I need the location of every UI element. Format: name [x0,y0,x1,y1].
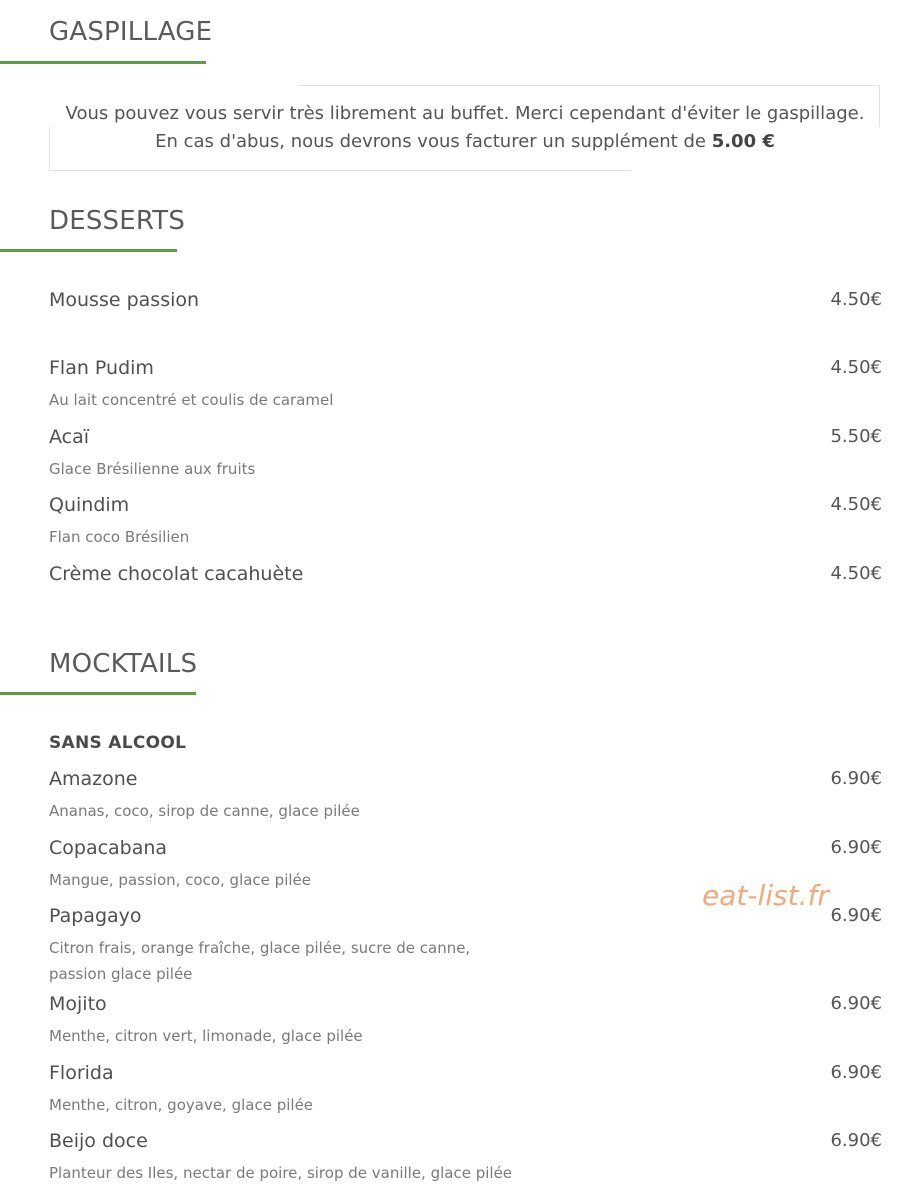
item-name: Florida [49,1062,114,1084]
waste-notice-message: Vous pouvez vous servir très librement au buffet. Merci cependant d'éviter le gaspillage. En cas d'abus, nous devrons vous facturer un supplément de [65,103,865,152]
item-name: Acaï [49,426,90,448]
section-underline [0,61,206,64]
section-title-gaspillage: GASPILLAGE [49,17,213,47]
item-description: Menthe, citron, goyave, glace pilée [49,1096,314,1114]
item-name: Mojito [49,993,107,1015]
item-price: 6.90€ [830,993,882,1014]
item-name: Crème chocolat cacahuète [49,563,304,585]
item-description: Mangue, passion, coco, glace pilée [49,871,311,889]
item-name: Quindim [49,494,130,516]
section-underline [0,249,177,252]
item-description: Au lait concentré et coulis de caramel [49,391,334,409]
item-price: 4.50€ [830,357,882,378]
item-description: Ananas, coco, sirop de canne, glace pilée [49,802,360,820]
item-description: Citron frais, orange fraîche, glace pilée, sucre de canne, passion glace pilée [49,939,471,983]
item-price: 6.90€ [830,837,882,858]
item-name: Papagayo [49,905,142,927]
item-price: 6.90€ [830,1130,882,1151]
item-description: Planteur des Iles, nectar de poire, sirop de vanille, glace pilée [49,1164,513,1182]
item-price: 6.90€ [830,905,882,926]
item-price: 6.90€ [830,1062,882,1083]
item-price: 5.50€ [830,426,882,447]
item-name: Mousse passion [49,289,200,311]
surcharge-amount: 5.00 € [711,131,775,152]
watermark: eat-list.fr [702,879,829,912]
item-name: Beijo doce [49,1130,148,1152]
item-description: Glace Brésilienne aux fruits [49,460,256,478]
subheading-sans-alcool: SANS ALCOOL [49,733,187,753]
item-price: 4.50€ [830,494,882,515]
item-description: Menthe, citron vert, limonade, glace pilée [49,1027,363,1045]
item-price: 4.50€ [830,289,882,310]
item-price: 6.90€ [830,768,882,789]
waste-notice-text [60,100,870,156]
section-title-desserts: DESSERTS [49,206,186,236]
section-underline [0,692,196,695]
item-name: Amazone [49,768,138,790]
item-price: 4.50€ [830,563,882,584]
item-description: Flan coco Brésilien [49,528,190,546]
section-title-mocktails: MOCKTAILS [49,649,198,679]
item-name: Flan Pudim [49,357,154,379]
item-name: Copacabana [49,837,168,859]
